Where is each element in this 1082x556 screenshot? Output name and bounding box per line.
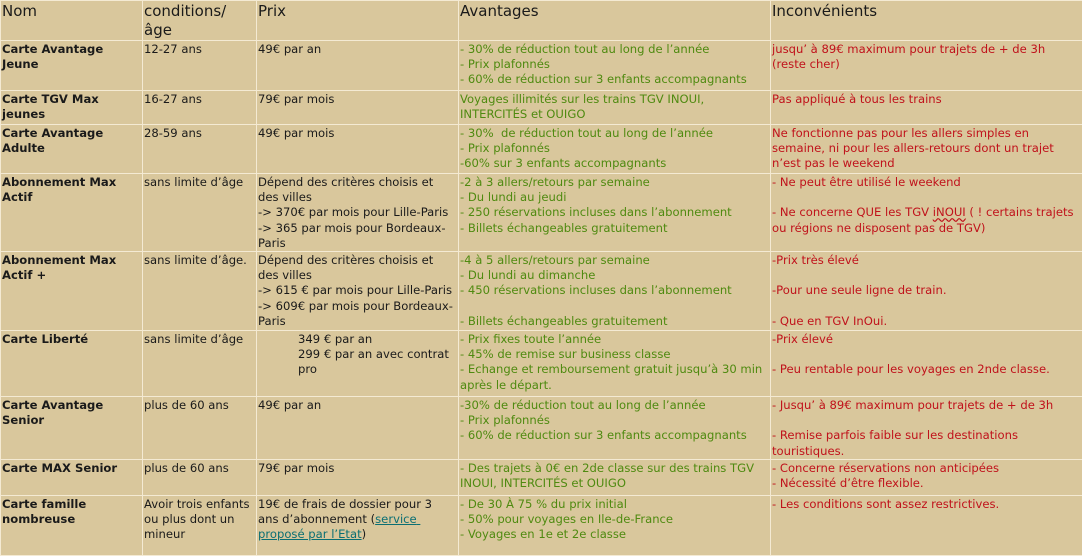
price-line: 49€ par an [258,42,456,57]
price-line: -> 365 par mois pour Bordeaux-Paris [258,221,456,251]
cell-inconvenients [771,174,1082,252]
price-text: 19€ de frais de dossier pour 3 ans d’abonnement ( [258,497,436,526]
cell-avantages [459,125,771,174]
condition-line: 16-27 ans [144,92,254,107]
offer-name: Carte Avantage Adulte [2,126,140,156]
cell-prix [257,41,459,91]
cell-avantages [459,91,771,125]
cell-inconvenients [771,41,1082,91]
cell-conditions [143,459,257,495]
cell-prix [257,495,459,555]
cell-inconvenients [771,125,1082,174]
cell-conditions [143,174,257,252]
price-line: 349 € par an [258,332,456,347]
advantage-line: - 50% pour voyages en Ile-de-France [460,512,768,527]
offer-name: Carte TGV Max jeunes [2,92,140,122]
drawback-line: jusqu’ à 89€ maximum pour trajets de + de 3h (reste cher) [772,42,1080,72]
header-nom: Nom [1,1,143,41]
price-line: -> 609€ par mois pour Bordeaux-Paris [258,299,456,329]
cell-nom [1,41,143,91]
advantage-line: - 60% de réduction sur 3 enfants accompagnants [460,72,768,87]
spacer-line [772,347,1080,362]
advantage-line: - Voyages en 1e et 2e classe [460,527,768,542]
drawback-line: Ne fonctionne pas pour les allers simples en semaine, ni pour les allers-retours dont un trajet n’est pas le weekend [772,126,1080,172]
cell-inconvenients [771,91,1082,125]
offer-name: Carte Avantage Jeune [2,42,140,72]
table-row [1,331,1082,397]
advantage-line: - De 30 À 75 % du prix initial [460,497,768,512]
cell-conditions [143,252,257,331]
drawback-line: Pas appliqué à tous les trains [772,92,1080,107]
cell-nom [1,252,143,331]
cell-nom [1,331,143,397]
drawback-text: ( ! certains trajets ou régions ne disposent pas de TGV) [772,205,1077,234]
condition-line: 12-27 ans [144,42,254,57]
condition-line: 28-59 ans [144,126,254,141]
advantage-line: - Prix fixes toute l’année [460,332,768,347]
price-text: ) [362,527,367,541]
cell-inconvenients [771,252,1082,331]
price-line: 299 € par an avec contrat pro [258,347,456,377]
cell-avantages [459,495,771,555]
offer-name: Carte famille nombreuse [2,497,140,527]
price-line: Dépend des critères choisis et des villes [258,175,456,205]
offer-name: Abonnement Max Actif [2,175,140,205]
table-row [1,174,1082,252]
advantage-line: - Prix plafonnés [460,413,768,428]
cell-inconvenients [771,397,1082,460]
cell-nom [1,495,143,555]
cell-avantages [459,252,771,331]
header-row [1,1,1082,41]
cell-nom [1,459,143,495]
header-inconvenients: Inconvénients [771,1,1082,41]
drawback-line: -Pour une seule ligne de train. [772,283,1080,298]
advantage-line: - Prix plafonnés [460,57,768,72]
drawback-line: -Prix élevé [772,332,1080,347]
drawback-line: -Prix très élevé [772,253,1080,268]
cell-conditions [143,91,257,125]
cell-conditions [143,41,257,91]
advantage-line: - 45% de remise sur business classe [460,347,768,362]
condition-line: Avoir trois enfants ou plus dont un mineur [144,497,254,543]
condition-line: plus de 60 ans [144,461,254,476]
table-row [1,41,1082,91]
table-row [1,91,1082,125]
cell-prix [257,91,459,125]
cell-prix [257,252,459,331]
cell-inconvenients [771,331,1082,397]
drawback-line: - Jusqu’ à 89€ maximum pour trajets de + de 3h [772,398,1080,413]
drawback-line: - Concerne réservations non anticipées [772,461,1080,476]
price-line: 49€ par mois [258,126,456,141]
price-line [258,497,456,543]
cell-prix [257,331,459,397]
advantage-line: -2 à 3 allers/retours par semaine [460,175,768,190]
drawback-line [772,205,1080,235]
table-row [1,125,1082,174]
cell-avantages [459,397,771,460]
advantage-line: - Du lundi au jeudi [460,190,768,205]
drawback-line: - Nécessité d’être flexible. [772,476,1080,491]
table-row [1,252,1082,331]
condition-line: sans limite d’âge. [144,253,254,268]
advantage-line: - 450 réservations incluses dans l’abonnement [460,283,768,298]
cell-prix [257,397,459,460]
spacer-line [772,299,1080,314]
cell-avantages [459,331,771,397]
spellcheck-word: iNOUI [933,205,966,219]
table-row [1,495,1082,555]
advantage-line: - 30% de réduction tout au long de l’année [460,42,768,57]
cell-prix [257,459,459,495]
service-link[interactable]: service proposé par l’Etat [258,512,420,541]
header-avantages: Avantages [459,1,771,41]
offer-name: Abonnement Max Actif + [2,253,140,283]
advantage-line: - Des trajets à 0€ en 2de classe sur des trains TGV INOUI, INTERCITÉS et OUIGO [460,461,768,491]
cell-nom [1,174,143,252]
price-line: Dépend des critères choisis et des villes [258,253,456,283]
spacer-line [772,268,1080,283]
offer-name: Carte Liberté [2,332,140,347]
advantage-line: -60% sur 3 enfants accompagnants [460,156,768,171]
drawback-line: - Que en TGV InOui. [772,314,1080,329]
condition-line: plus de 60 ans [144,398,254,413]
table-row [1,459,1082,495]
cell-inconvenients [771,495,1082,555]
spacer-line [460,299,768,314]
advantage-line: - Du lundi au dimanche [460,268,768,283]
advantage-line: - Billets échangeables gratuitement [460,221,768,236]
advantage-line: - 30% de réduction tout au long de l’année [460,126,768,141]
cell-inconvenients [771,459,1082,495]
advantage-line: - 60% de réduction sur 3 enfants accompagnants [460,428,768,443]
offer-name: Carte Avantage Senior [2,398,140,428]
advantage-line: -30% de réduction tout au long de l’année [460,398,768,413]
header-prix: Prix [257,1,459,41]
advantage-line: - Billets échangeables gratuitement [460,314,768,329]
cell-avantages [459,41,771,91]
price-line: -> 615 € par mois pour Lille-Paris [258,283,456,298]
drawback-line: - Peu rentable pour les voyages en 2nde classe. [772,362,1080,377]
cell-conditions [143,331,257,397]
drawback-line: - Les conditions sont assez restrictives. [772,497,1080,512]
drawback-text: - Ne concerne QUE les TGV [772,205,933,219]
cell-prix [257,125,459,174]
spacer-line [772,413,1080,428]
cell-nom [1,91,143,125]
advantage-line: - Prix plafonnés [460,141,768,156]
cell-prix [257,174,459,252]
cell-conditions [143,495,257,555]
cell-avantages [459,459,771,495]
advantage-line: - Echange et remboursement gratuit jusqu’à 30 min après le départ. [460,362,768,392]
spacer-line [772,190,1080,205]
drawback-line: - Remise parfois faible sur les destinations touristiques. [772,428,1080,458]
cell-nom [1,125,143,174]
advantage-line: Voyages illimités sur les trains TGV INOUI, INTERCITÉS et OUIGO [460,92,768,122]
price-line: 79€ par mois [258,461,456,476]
cell-nom [1,397,143,460]
cell-conditions [143,125,257,174]
advantage-line: - 250 réservations incluses dans l’abonnement [460,205,768,220]
condition-line: sans limite d’âge [144,175,254,190]
offer-name: Carte MAX Senior [2,461,140,476]
price-line: 49€ par an [258,398,456,413]
drawback-line: - Ne peut être utilisé le weekend [772,175,1080,190]
price-line: -> 370€ par mois pour Lille-Paris [258,205,456,220]
cell-avantages [459,174,771,252]
cell-conditions [143,397,257,460]
header-conditions: conditions/âge [143,1,257,41]
condition-line: sans limite d’âge [144,332,254,347]
advantage-line: -4 à 5 allers/retours par semaine [460,253,768,268]
table-row [1,397,1082,460]
price-line: 79€ par mois [258,92,456,107]
